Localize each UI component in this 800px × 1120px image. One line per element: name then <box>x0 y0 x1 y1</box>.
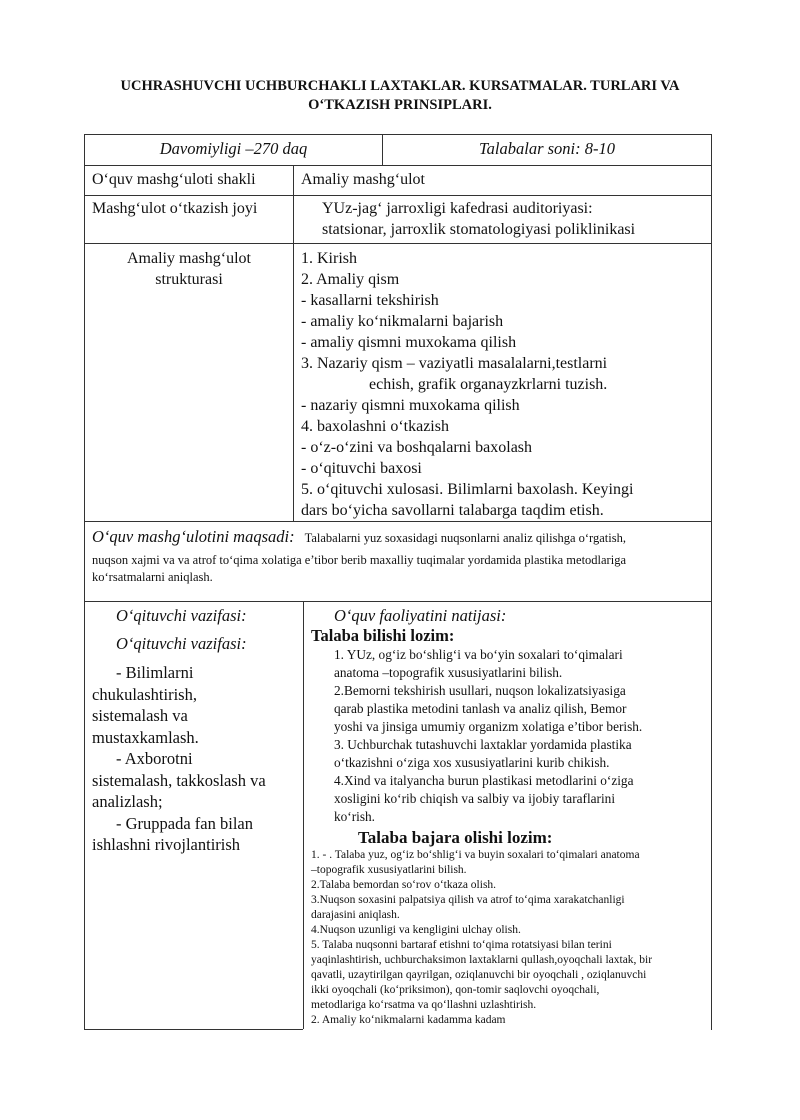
teacher-task-line: analizlash; <box>92 792 163 811</box>
row-border <box>84 1029 303 1030</box>
place-value-line-1: YUz-jag‘ jarroxligi kafedrasi auditoriyasi: <box>322 200 593 217</box>
goal-line-2: nuqson xajmi va va atrof to‘qima xolatiga e’tibor berib maxalliy tuqimalar yordamida plastika metodlariga <box>92 553 626 567</box>
structure-item: dars bo‘yicha savollarni talabarga taqdim etish. <box>301 502 604 519</box>
know-line: anatoma –topografik xususiyatlarini bilish. <box>334 665 563 680</box>
form-value: Amaliy mashg‘ulot <box>301 171 425 188</box>
goal-text: Talabalarni yuz soxasidagi nuqsonlarni analiz qilishga o‘rgatish, <box>304 531 626 545</box>
structure-item: - amaliy ko‘nikmalarni bajarish <box>301 313 504 330</box>
teacher-task-line: - Gruppada fan bilan <box>116 813 253 833</box>
place-value-line-2: statsionar, jarroxlik stomatologiyasi poliklinikasi <box>322 221 636 238</box>
teacher-task-line: chukulashtirish, <box>92 684 197 704</box>
results-heading: O‘quv faoliyatini natijasi: <box>334 606 507 625</box>
do-line: 2. Amaliy ko‘nikmalarni kadamma kadam <box>311 1014 506 1026</box>
structure-item: echish, grafik organayzkrlarni tuzish. <box>369 376 608 393</box>
structure-item: 3. Nazariy qism – vaziyatli masalalarni,testlarni <box>301 355 608 372</box>
know-line: ko‘rish. <box>334 809 375 824</box>
do-line: 4.Nuqson uzunligi va kengligini ulchay olish. <box>311 924 521 936</box>
do-line: yaqinlashtirish, uchburchaksimon laxtaklarni qullash,oyoqchali laxtak, bir <box>311 954 653 966</box>
row-border <box>84 195 712 196</box>
teacher-task-line: sistemalash, takkoslash va <box>92 770 266 790</box>
teacher-task-line: mustaxkamlash. <box>92 727 199 747</box>
structure-label-line-1: Amaliy mashg‘ulot <box>127 250 251 267</box>
know-line: 3. Uchburchak tutashuvchi laxtaklar yordamida plastika <box>334 737 632 752</box>
structure-item: 4. baxolashni o‘tkazish <box>301 418 449 435</box>
know-line: xosligini ko‘rib chiqish va salbiy va ijobiy taraflarini <box>334 791 616 806</box>
teacher-task-line: ishlashni rivojlantirish <box>92 835 241 854</box>
duration-cell: Davomiyligi –270 daq <box>159 139 308 158</box>
structure-label <box>85 248 293 290</box>
title-line-1: UCHRASHUVCHI UCHBURCHAKLI LAXTAKLAR. KURSATMALAR. TURLARI VA <box>120 78 680 94</box>
row-border <box>84 243 712 244</box>
teacher-heading-1: O‘qituvchi vazifasi: <box>116 606 247 625</box>
teacher-heading-2: O‘qituvchi vazifasi: <box>116 634 247 653</box>
do-list <box>311 848 707 1028</box>
know-line: o‘tkazishni o‘ziga xos xususiyatlarini kurib chikish. <box>334 755 610 770</box>
structure-item: 1. Kirish <box>301 250 357 267</box>
column-border <box>303 601 304 1029</box>
do-line: 5. Talaba nuqsonni bartaraf etishni to‘qima rotatsiyasi bilan terini <box>311 939 612 951</box>
structure-list <box>301 248 705 521</box>
do-heading: Talaba bajara olishi lozim: <box>358 828 553 847</box>
do-line: –topografik xususiyatlarini bilish. <box>311 864 467 876</box>
know-line: 4.Xind va italyancha burun plastikasi metodlarini o‘ziga <box>334 773 634 788</box>
structure-item: 2. Amaliy qism <box>301 271 400 288</box>
teacher-task-line: sistemalash va <box>92 706 188 725</box>
document-title <box>80 77 720 115</box>
form-label: O‘quv mashg‘uloti shakli <box>92 171 256 188</box>
do-line: 3.Nuqson soxasini palpatsiya qilish va atrof to‘qima xarakatchanligi <box>311 894 625 906</box>
know-heading: Talaba bilishi lozim: <box>311 626 455 645</box>
structure-item: - nazariy qismni muxokama qilish <box>301 397 520 414</box>
column-border <box>293 165 294 521</box>
do-line: darajasini aniqlash. <box>311 909 400 921</box>
row-border <box>84 601 712 602</box>
row-border <box>84 521 712 522</box>
know-line: qarab plastika metodini tanlash va analiz qilish, Bemor <box>334 701 627 716</box>
row-border <box>84 165 712 166</box>
column-border <box>711 134 712 1030</box>
teacher-task-line: - Axborotni <box>116 749 193 768</box>
goal-line-1 <box>92 526 626 548</box>
structure-item: - o‘z-o‘zini va boshqalarni baxolash <box>301 439 533 456</box>
know-line: 2.Bemorni tekshirish usullari, nuqson lokalizatsiyasiga <box>334 683 626 698</box>
title-line-2: O‘TKAZISH PRINSIPLARI. <box>308 97 492 113</box>
know-line: 1. YUz, og‘iz bo‘shlig‘i va bo‘yin soxalari to‘qimalari <box>334 647 623 662</box>
do-line: ikki oyoqchali (ko‘priksimon), qon-tomir saqlovchi oyoqchali, <box>311 984 600 996</box>
structure-item: - o‘qituvchi baxosi <box>301 460 422 477</box>
teacher-task-line: - Bilimlarni <box>116 663 194 682</box>
structure-label-line-2: strukturasi <box>155 271 223 288</box>
goal-line-3: ko‘rsatmalarni aniqlash. <box>92 570 213 584</box>
students-count-cell: Talabalar soni: 8-10 <box>479 139 615 158</box>
know-list <box>334 646 704 826</box>
structure-item: - kasallarni tekshirish <box>301 292 439 309</box>
do-line: 1. - . Talaba yuz, og‘iz bo‘shlig‘i va buyin soxalari to‘qimalari anatoma <box>311 849 640 861</box>
teacher-tasks <box>92 662 297 856</box>
structure-item: 5. o‘qituvchi xulosasi. Bilimlarni baxolash. Keyingi <box>301 481 634 498</box>
structure-item: - amaliy qismni muxokama qilish <box>301 334 517 351</box>
row-border <box>84 134 712 135</box>
place-label: Mashg‘ulot o‘tkazish joyi <box>92 200 258 217</box>
do-line: metodlariga ko‘rsatma va qo‘llashni uzlashtirish. <box>311 999 537 1011</box>
do-line: qavatli, uzaytirilgan qayrilgan, oziqlanuvchi bir oyoqchali , oziqlanuvchi <box>311 969 647 981</box>
do-line: 2.Talaba bemordan so‘rov o‘tkaza olish. <box>311 879 497 891</box>
know-line: yoshi va jinsiga umumiy organizm xolatiga e’tibor berish. <box>334 719 643 734</box>
goal-label: O‘quv mashg‘ulotini maqsadi: <box>92 527 295 546</box>
